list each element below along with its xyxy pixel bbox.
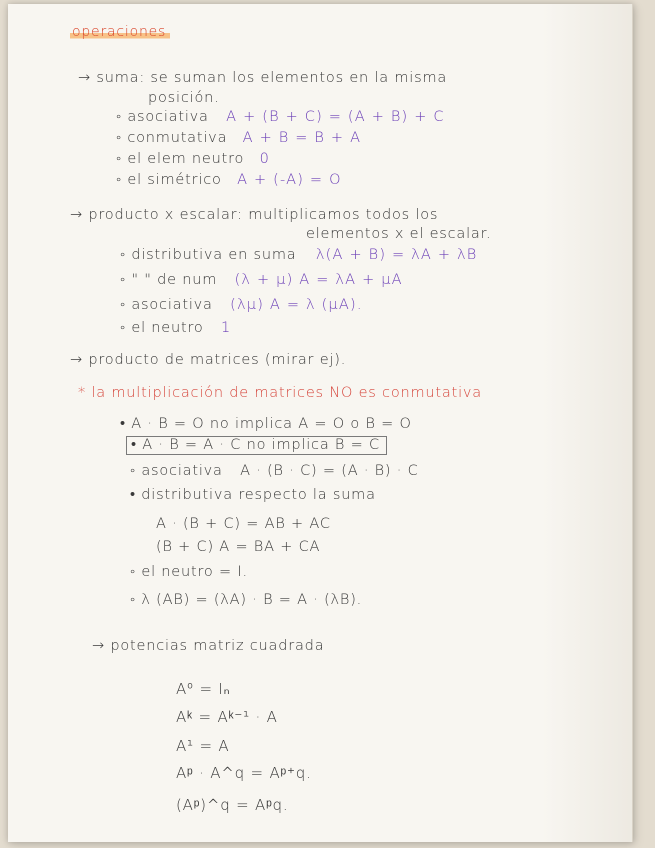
escalar-line-1: → producto x escalar: multiplicamos todos los bbox=[70, 207, 439, 223]
prop-label: ◦ el neutro bbox=[120, 320, 204, 336]
notebook-page bbox=[8, 4, 633, 842]
prop-expression: λ(A + B) = λA + λB bbox=[315, 247, 478, 263]
prop-label: ◦ asociativa bbox=[116, 109, 209, 125]
prop-label: ◦ conmutativa bbox=[116, 130, 228, 146]
escalar-prop-distributiva-suma bbox=[120, 247, 478, 263]
prop-label: ◦ " " de num bbox=[120, 272, 218, 288]
prop-expression: A + (-A) = O bbox=[237, 172, 342, 188]
potencias-line-1: → potencias matriz cuadrada bbox=[92, 638, 325, 654]
suma-prop-conmutativa bbox=[116, 130, 361, 146]
suma-line-2: posición. bbox=[148, 90, 220, 106]
matrices-prop-no-cancelativa bbox=[126, 437, 387, 453]
prop-expression: 1 bbox=[221, 320, 232, 336]
boxed-note: • A · B = A · C no implica B = C bbox=[126, 436, 387, 455]
escalar-prop-distributiva-num bbox=[120, 272, 403, 288]
potencias-formula-1: Aᵏ = Aᵏ⁻¹ · A bbox=[176, 708, 278, 726]
escalar-line-2: elementos x el escalar. bbox=[306, 226, 492, 242]
escalar-prop-asociativa bbox=[120, 297, 363, 313]
prop-expression: (λμ) A = λ (μA). bbox=[230, 297, 363, 313]
prop-expression: A + B = B + A bbox=[242, 130, 362, 146]
prop-label: ◦ distributiva en suma bbox=[120, 247, 297, 263]
prop-expression: A + (B + C) = (A + B) + C bbox=[226, 109, 445, 125]
matrices-warning: * la multiplicación de matrices NO es conmutativa bbox=[78, 385, 482, 401]
prop-label: ◦ el elem neutro bbox=[116, 151, 245, 167]
matrices-distributiva-izq: A · (B + C) = AB + AC bbox=[156, 516, 331, 532]
matrices-prop-neutro: ◦ el neutro = I. bbox=[130, 564, 248, 580]
suma-prop-asociativa bbox=[116, 109, 445, 125]
matrices-line-1: → producto de matrices (mirar ej). bbox=[70, 352, 347, 368]
prop-expression: 0 bbox=[259, 151, 271, 167]
matrices-distributiva-der: (B + C) A = BA + CA bbox=[156, 539, 321, 555]
potencias-formula-4: (Aᵖ)^q = Aᵖq. bbox=[176, 796, 289, 814]
prop-label: ◦ asociativa bbox=[120, 297, 213, 313]
matrices-prop-no-divisores: • A · B = O no implica A = O o B = O bbox=[120, 416, 412, 432]
matrices-prop-distributiva: • distributiva respecto la suma bbox=[130, 487, 376, 503]
suma-prop-neutro bbox=[116, 151, 270, 167]
potencias-formula-0: A⁰ = Iₙ bbox=[176, 680, 231, 698]
suma-line-1: → suma: se suman los elementos en la misma bbox=[78, 70, 448, 86]
escalar-prop-neutro bbox=[120, 320, 231, 336]
matrices-prop-asociativa bbox=[130, 463, 419, 479]
prop-label: ◦ asociativa bbox=[130, 463, 223, 479]
page-shadow bbox=[542, 4, 632, 842]
prop-expression: A · (B · C) = (A · B) · C bbox=[240, 463, 419, 479]
suma-prop-simetrico bbox=[116, 172, 342, 188]
potencias-formula-2: A¹ = A bbox=[176, 737, 230, 755]
prop-label: ◦ el simétrico bbox=[116, 172, 222, 188]
matrices-prop-escalar: ◦ λ (AB) = (λA) · B = A · (λB). bbox=[130, 592, 363, 608]
page-title: operaciones bbox=[70, 24, 170, 40]
prop-expression: (λ + μ) A = λA + μA bbox=[234, 272, 403, 288]
potencias-formula-3: Aᵖ · A^q = Aᵖ⁺q. bbox=[176, 764, 312, 782]
